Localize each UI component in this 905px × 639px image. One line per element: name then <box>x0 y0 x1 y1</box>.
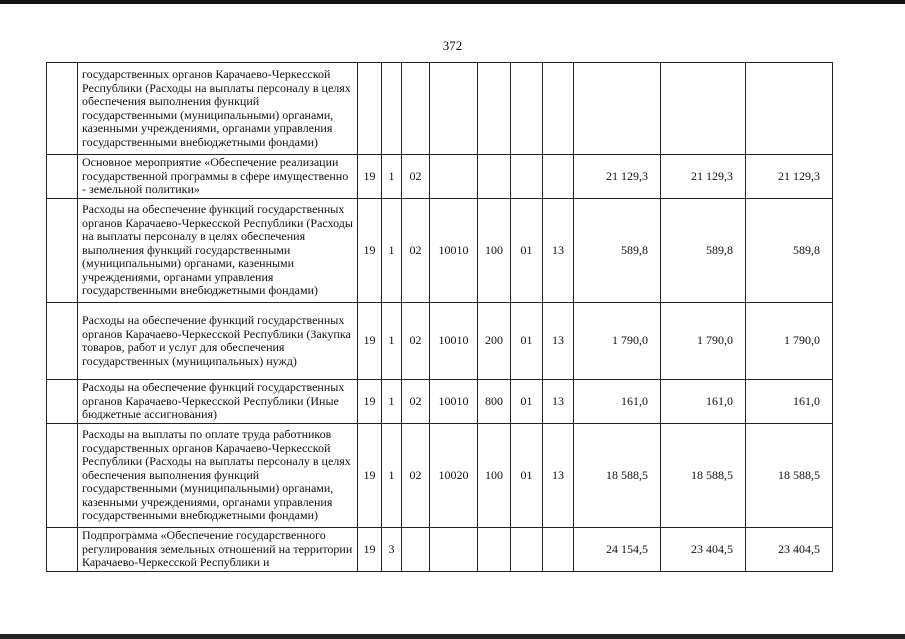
amount-year-3: 23 404,5 <box>746 528 833 572</box>
code-ministry: 19 <box>358 155 382 199</box>
amount-year-2: 23 404,5 <box>661 528 746 572</box>
code-event: 02 <box>402 380 430 424</box>
code-subprogram: 1 <box>382 199 402 303</box>
table-row <box>47 528 833 572</box>
page-number: 372 <box>442 38 463 53</box>
code-expense-type: 200 <box>478 303 511 380</box>
index-cell <box>47 528 78 572</box>
scan-bottom-border <box>0 634 905 639</box>
index-cell <box>47 424 78 528</box>
code-section: 01 <box>511 424 543 528</box>
row-name: государственных органов Карачаево-Черкесской Республики (Расходы на выплаты персоналу в целях обеспечения выполнения функций государственными (муниципальными) органами, казенными учреждениями, органами управления государственными внебюджетными фондами) <box>78 63 358 155</box>
code-subprogram: 3 <box>382 528 402 572</box>
code-section <box>511 63 543 155</box>
code-event: 02 <box>402 303 430 380</box>
code-ministry: 19 <box>358 424 382 528</box>
code-direction: 10020 <box>430 424 478 528</box>
code-expense-type <box>478 155 511 199</box>
amount-year-1 <box>574 63 661 155</box>
code-section <box>511 155 543 199</box>
amount-year-2: 589,8 <box>661 199 746 303</box>
index-cell <box>47 155 78 199</box>
code-expense-type <box>478 63 511 155</box>
amount-year-1: 1 790,0 <box>574 303 661 380</box>
code-subprogram: 1 <box>382 155 402 199</box>
code-expense-type: 100 <box>478 199 511 303</box>
amount-year-1: 161,0 <box>574 380 661 424</box>
amount-year-1: 18 588,5 <box>574 424 661 528</box>
row-name: Расходы на обеспечение функций государственных органов Карачаево-Черкесской Республики (Закупка товаров, работ и услуг для обеспечения государственных (муниципальных) нужд) <box>78 303 358 380</box>
code-expense-type: 800 <box>478 380 511 424</box>
amount-year-1: 24 154,5 <box>574 528 661 572</box>
row-name: Подпрограмма «Обеспечение государственного регулирования земельных отношений на территории Карачаево-Черкесской Республики и <box>78 528 358 572</box>
code-subsection <box>543 155 574 199</box>
budget-table <box>46 62 833 572</box>
index-cell <box>47 63 78 155</box>
code-subprogram: 1 <box>382 424 402 528</box>
amount-year-1: 589,8 <box>574 199 661 303</box>
code-subprogram: 1 <box>382 380 402 424</box>
amount-year-3: 21 129,3 <box>746 155 833 199</box>
amount-year-3: 1 790,0 <box>746 303 833 380</box>
code-expense-type: 100 <box>478 424 511 528</box>
index-cell <box>47 380 78 424</box>
amount-year-2 <box>661 63 746 155</box>
code-direction: 10010 <box>430 380 478 424</box>
code-ministry: 19 <box>358 199 382 303</box>
code-direction <box>430 63 478 155</box>
table-row <box>47 424 833 528</box>
table-row <box>47 199 833 303</box>
code-direction: 10010 <box>430 303 478 380</box>
amount-year-2: 1 790,0 <box>661 303 746 380</box>
code-section: 01 <box>511 199 543 303</box>
code-direction: 10010 <box>430 199 478 303</box>
code-subsection: 13 <box>543 424 574 528</box>
code-event: 02 <box>402 155 430 199</box>
code-ministry: 19 <box>358 303 382 380</box>
amount-year-1: 21 129,3 <box>574 155 661 199</box>
code-subsection: 13 <box>543 199 574 303</box>
row-name: Расходы на обеспечение функций государственных органов Карачаево-Черкесской Республики (Расходы на выплаты персоналу в целях обеспечения выполнения функций государственными (муниципальными) органами, казенными учреждениями, органами управления государственными внебюджетными фондами) <box>78 199 358 303</box>
code-event: 02 <box>402 199 430 303</box>
index-cell <box>47 199 78 303</box>
code-subsection <box>543 63 574 155</box>
code-subsection <box>543 528 574 572</box>
amount-year-2: 21 129,3 <box>661 155 746 199</box>
code-subsection: 13 <box>543 380 574 424</box>
code-expense-type <box>478 528 511 572</box>
scan-top-border <box>0 0 905 4</box>
code-section <box>511 528 543 572</box>
code-direction <box>430 155 478 199</box>
table-row <box>47 155 833 199</box>
amount-year-2: 161,0 <box>661 380 746 424</box>
amount-year-3: 18 588,5 <box>746 424 833 528</box>
amount-year-3: 589,8 <box>746 199 833 303</box>
row-name: Расходы на выплаты по оплате труда работников государственных органов Карачаево-Черкесской Республики (Расходы на выплаты персоналу в целях обеспечения выполнения функций государственными (муниципальными) органами, казенными учреждениями, органами управления государственными внебюджетными фондами) <box>78 424 358 528</box>
amount-year-3 <box>746 63 833 155</box>
code-subsection: 13 <box>543 303 574 380</box>
amount-year-3: 161,0 <box>746 380 833 424</box>
row-name: Расходы на обеспечение функций государственных органов Карачаево-Черкесской Республики (Иные бюджетные ассигнования) <box>78 380 358 424</box>
row-name: Основное мероприятие «Обеспечение реализации государственной программы в сфере имущественно - земельной политики» <box>78 155 358 199</box>
amount-year-2: 18 588,5 <box>661 424 746 528</box>
code-event <box>402 528 430 572</box>
code-event <box>402 63 430 155</box>
code-ministry: 19 <box>358 380 382 424</box>
index-cell <box>47 303 78 380</box>
code-section: 01 <box>511 303 543 380</box>
code-subprogram: 1 <box>382 303 402 380</box>
code-event: 02 <box>402 424 430 528</box>
code-subprogram <box>382 63 402 155</box>
table-row <box>47 380 833 424</box>
code-ministry <box>358 63 382 155</box>
code-ministry: 19 <box>358 528 382 572</box>
table-row <box>47 63 833 155</box>
code-direction <box>430 528 478 572</box>
table-row <box>47 303 833 380</box>
code-section: 01 <box>511 380 543 424</box>
